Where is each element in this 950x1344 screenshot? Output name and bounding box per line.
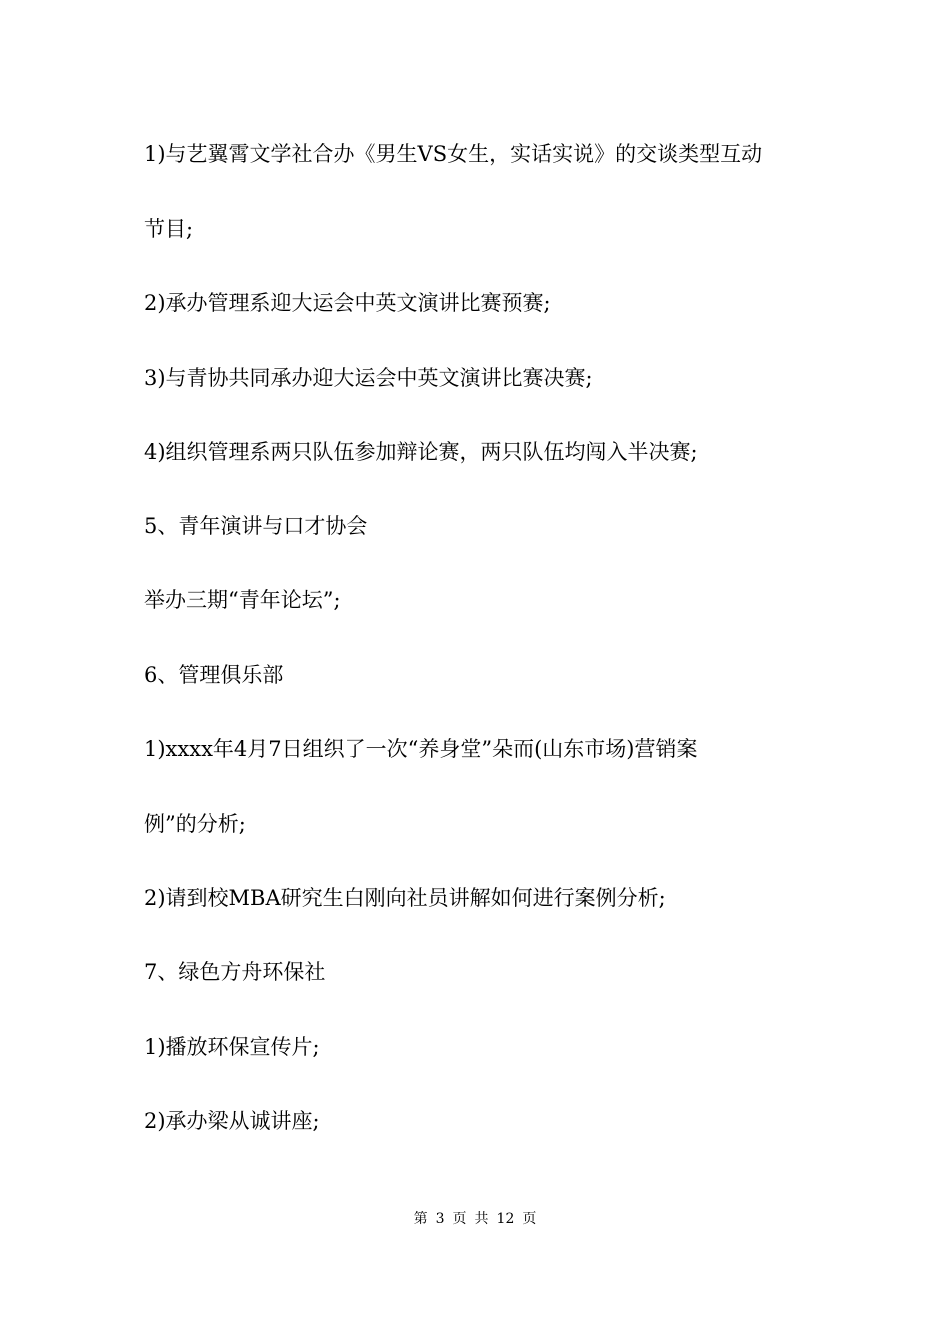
paragraph-line: 2)承办管理系迎大运会中英文演讲比赛预赛; <box>144 291 551 315</box>
paragraph-line: 3)与青协共同承办迎大运会中英文演讲比赛决赛; <box>144 366 593 390</box>
paragraph-line: 2)承办梁从诚讲座; <box>144 1109 320 1133</box>
paragraph-line: 1)与艺翼霄文学社合办《男生VS女生，实话实说》的交谈类型互动 <box>144 142 763 166</box>
footer-current-page: 3 <box>435 1211 445 1227</box>
paragraph-line: 4)组织管理系两只队伍参加辩论赛，两只队伍均闯入半决赛; <box>144 440 698 464</box>
section-heading: 5、青年演讲与口才协会 <box>144 514 368 538</box>
paragraph-line: 举办三期“青年论坛”; <box>144 588 341 612</box>
footer-total-word: 共 <box>474 1211 489 1227</box>
section-heading: 6、管理俱乐部 <box>144 663 284 687</box>
paragraph-line: 2)请到校MBA研究生白刚向社员讲解如何进行案例分析; <box>144 886 666 910</box>
paragraph-line: 节目; <box>144 217 194 241</box>
paragraph-line: 例”的分析; <box>144 812 246 836</box>
footer-prefix: 第 <box>413 1211 428 1227</box>
paragraph-line: 1)xxxx年4月7日组织了一次“养身堂”朵而(山东市场)营销案 <box>144 737 698 761</box>
section-heading: 7、绿色方舟环保社 <box>144 960 326 984</box>
paragraph-line: 1)播放环保宣传片; <box>144 1035 320 1059</box>
footer-suffix: 页 <box>522 1211 537 1227</box>
page-footer <box>0 1208 950 1228</box>
footer-page-word: 页 <box>452 1211 467 1227</box>
footer-total-pages: 12 <box>496 1211 515 1227</box>
